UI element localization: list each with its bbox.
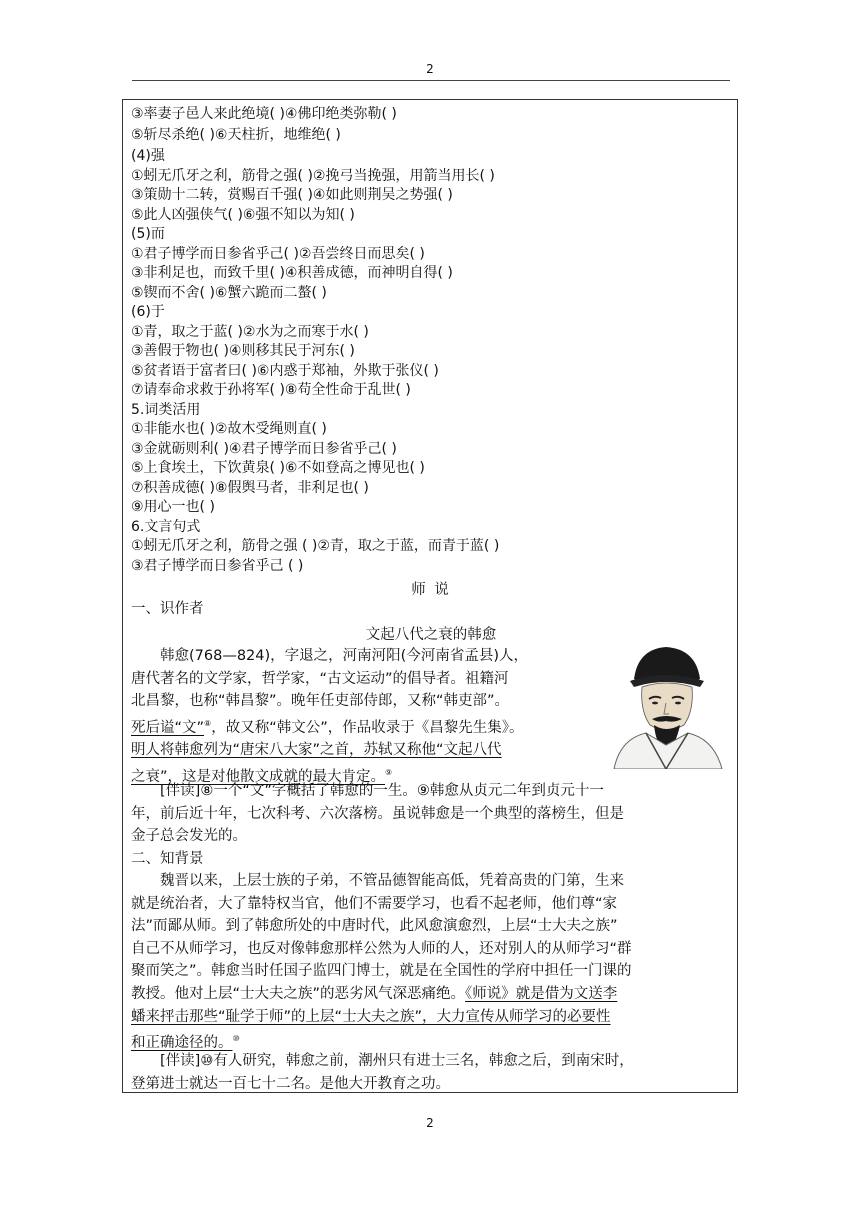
exercise-heading: (6)于	[131, 304, 165, 320]
bg-line: 自己不从师学习，也反对像韩愈那样公然为人师的人，还对别人的从师学习“群	[131, 940, 632, 957]
exercise-heading: 5.词类活用	[131, 402, 201, 418]
bg-line: 就是统治者，大了靠特权当官，他们不需要学习，也看不起老师，他们尊“家	[131, 895, 618, 912]
exercise-line: ①蚓无爪牙之利，筋骨之强 ( )②青，取之于蓝，而青于蓝( )	[131, 538, 500, 554]
underlined-text: 明人将韩愈列为“唐宋八大家”之首，苏轼又称他“文起八代	[131, 742, 502, 759]
section-heading: 二、知背景	[131, 851, 204, 867]
exercise-line: ⑤上食埃土，下饮黄泉( )⑥不如登高之博见也( )	[131, 460, 425, 476]
underlined-text: 之衰”，这是对他散文成就的最大肯定。	[131, 768, 386, 785]
bg-line: 法”而鄙从师。到了韩愈所处的中唐时代，此风愈演愈烈，上层“士大夫之族”	[131, 918, 618, 935]
exercise-line: ⑤锲而不舍( )⑥蟹六跪而二螯( )	[131, 285, 327, 301]
footnote-marker: ⑩	[232, 1034, 240, 1044]
exercise-line: ①蚓无爪牙之利，筋骨之强( )②挽弓当挽强，用箭当用长( )	[131, 168, 495, 184]
footnote-marker: ⑨	[385, 767, 393, 777]
note-line: 登第进士就达一百七十二名。是他大开教育之功。	[131, 1075, 450, 1092]
exercise-line: ①君子博学而日参省乎己( )②吾尝终日而思矣( )	[131, 246, 425, 262]
reading-note	[131, 1050, 731, 1095]
underlined-text: 蟠来抨击那些“耻学于师”的上层“士大夫之族”，大力宣传从师学习的必要性	[131, 1008, 611, 1025]
exercise-line: ③君子博学而日参省乎己 ( )	[131, 558, 304, 574]
bio-line: 唐代著名的文学家，哲学家，“古文运动”的倡导者。祖籍河	[131, 670, 509, 687]
exercise-line: ⑨用心一也( )	[131, 499, 215, 515]
underlined-text: 和正确途径的。	[131, 1034, 233, 1051]
page-number-header: 2	[426, 62, 434, 76]
background-text	[131, 870, 731, 1055]
bio-line: 韩愈(768—824)，字退之，河南河阳(今河南省孟县)人，	[160, 648, 528, 664]
exercise-line: ③金就砺则利( )④君子博学而日参省乎己( )	[131, 441, 397, 457]
exercise-line: ⑦积善成德( )⑧假舆马者，非利足也( )	[131, 480, 369, 496]
exercise-line: ⑤斩尽杀绝( )⑥天柱折，地维绝( )	[131, 127, 341, 143]
note-line: 年，前后近十年，七次科考、六次落榜。虽说韩愈是一个典型的落榜生，但是	[131, 805, 624, 822]
page-number-footer: 2	[426, 1116, 434, 1130]
exercise-heading: 6.文言句式	[131, 519, 201, 535]
note-line: 金子总会发光的。	[131, 828, 247, 845]
exercise-heading: (5)而	[131, 226, 165, 242]
exercise-line: ③善假于物也( )④则移其民于河东( )	[131, 343, 355, 359]
header-rule	[132, 80, 730, 81]
exercise-line: ③非利足也，而致千里( )④积善成德，而神明自得( )	[131, 265, 453, 281]
exercise-line: ①非能水也( )②故木受绳则直( )	[131, 421, 327, 437]
footnote-marker: ⑧	[204, 718, 212, 728]
underlined-text: 《师说》就是借为文送李	[465, 985, 618, 1002]
exercise-line: ⑦请奉命求救于孙将军( )⑧苟全性命于乱世( )	[131, 382, 411, 398]
exercise-line: ③策勋十二转，赏赐百千强( )④如此则荆吴之势强( )	[131, 187, 453, 203]
han-yu-portrait	[604, 641, 729, 769]
underlined-text: 死后谥“文”	[131, 719, 205, 736]
note-line: [伴读]⑧一个“文”字概括了韩愈的一生。⑨韩愈从贞元二年到贞元十一	[160, 783, 604, 799]
bg-line: 聚而笑之”。韩愈当时任国子监四门博士，就是在全国性的学府中担任一门课的	[131, 963, 632, 980]
bg-line	[131, 983, 731, 1006]
section-heading: 一、识作者	[131, 601, 204, 617]
bio-line: 北昌黎，也称“韩昌黎”。晚年任吏部侍郎，又称“韩吏部”。	[131, 693, 510, 710]
bg-text: 教授。他对上层“士大夫之族”的恶劣风气深恶痛绝。	[131, 985, 466, 1002]
reading-note	[131, 780, 731, 848]
exercise-line: ①青，取之于蓝( )②水为之而寒于水( )	[131, 324, 369, 340]
exercise-line: ⑤贫者语于富者曰( )⑥内惑于郑袖，外欺于张仪( )	[131, 363, 439, 379]
bio-text: ，故又称“韩文公”，作品收录于《昌黎先生集》。	[211, 719, 524, 736]
author-bio	[131, 645, 611, 788]
bio-line	[131, 713, 611, 739]
note-line: [伴读]⑩有人研究，韩愈之前，潮州只有进士三名，韩愈之后，到南宋时，	[160, 1053, 634, 1069]
exercise-line: ⑤此人凶强侠气( )⑥强不知以为知( )	[131, 207, 355, 223]
lesson-title: 师 说	[411, 582, 451, 598]
bg-line: 魏晋以来，上层士族的子弟，不管品德智能高低，凭着高贵的门第，生来	[160, 873, 624, 889]
exercise-heading: (4)强	[131, 148, 165, 164]
exercise-line: ③率妻子邑人来此绝境( )④佛印绝类弥勒( )	[131, 106, 397, 122]
section-subtitle: 文起八代之衰的韩愈	[365, 627, 497, 643]
